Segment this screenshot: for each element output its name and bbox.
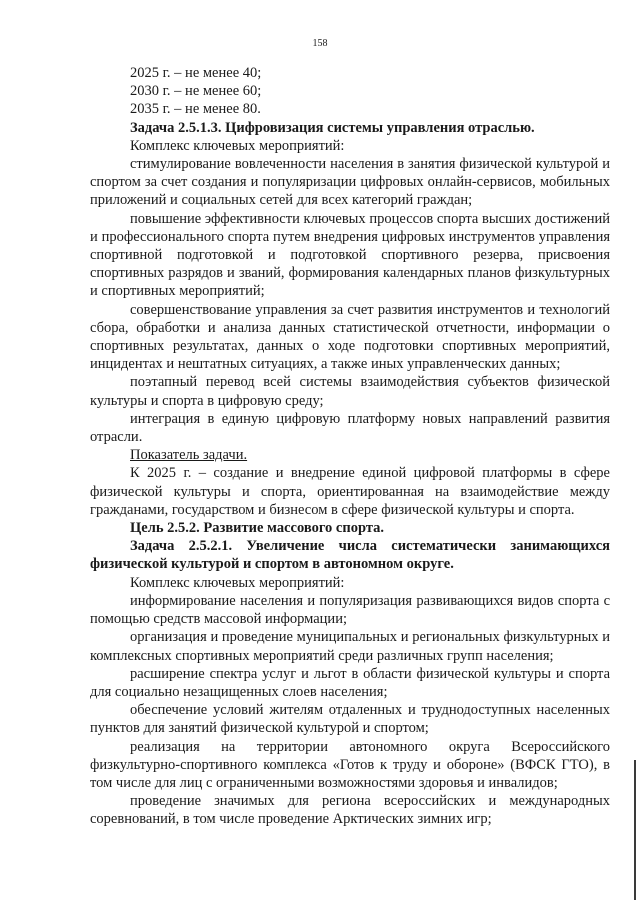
measure-item: интеграция в единую цифровую платформу новых направлений развития отрасли.: [90, 410, 610, 446]
target-2025: 2025 г. – не менее 40;: [130, 65, 262, 81]
complex-label: Комплекс ключевых мероприятий:: [130, 574, 345, 591]
indicator-label: Показатель задачи.: [130, 447, 248, 464]
target-2035: 2035 г. – не менее 80.: [130, 101, 261, 118]
measure-item: организация и проведение муниципальных и региональных физкультурных и комплексных спортивных мероприятий среди различных групп населения;: [90, 629, 610, 664]
complex-label: Комплекс ключевых мероприятий:: [130, 137, 345, 154]
measure-item: повышение эффективности ключевых процессов спорта высших достижений и профессионального спорта путем внедрения цифровых инструментов управления спортивной подготовкой и подготовкой спортивного резерва, присвоения спортивных разрядов и званий, формирования календарных планов физкультурных и спортивных мероприятий;: [90, 210, 610, 300]
measure-item: расширение спектра услуг и льгот в области физической культуры и спорта для социально незащищенных слоев населения;: [90, 665, 610, 700]
indicator-text: К 2025 г. – создание и внедрение единой цифровой платформы в сфере физической культуры и спорта, ориентированная на взаимодействие между гражданами, государством и бизнесом в сфере физической культуры и спорта.: [90, 465, 610, 518]
measure-item: обеспечение условий жителям отдаленных и труднодоступных населенных пунктов для занятий физической культурой и спортом;: [90, 702, 610, 737]
measure-item: проведение значимых для региона всероссийских и международных соревнований, в том числе проведение Арктических зимних игр;: [90, 793, 610, 828]
scan-edge-line: [634, 760, 636, 900]
measure-item: поэтапный перевод всей системы взаимодействия субъектов физической культуры и спорта в цифровую среду;: [90, 374, 610, 409]
page-content: [90, 64, 610, 829]
page-number: 158: [312, 38, 328, 49]
task-title: Задача 2.5.2.1. Увеличение числа систематически занимающихся физической культурой и спортом в автономном округе.: [90, 538, 610, 573]
measure-item: информирование населения и популяризация развивающихся видов спорта с помощью средств массовой информации;: [90, 592, 610, 628]
measure-item: стимулирование вовлеченности населения в занятия физической культурой и спортом за счет создания и популяризации цифровых онлайн-сервисов, мобильных приложений и социальных сетей для всех категорий граждан;: [90, 156, 610, 209]
target-2030: 2030 г. – не менее 60;: [130, 83, 262, 100]
task-title: Задача 2.5.1.3. Цифровизация системы управления отраслью.: [130, 119, 535, 136]
indicator-heading: [90, 446, 610, 464]
measure-item: реализация на территории автономного округа Всероссийского физкультурно-спортивного комплекса «Готов к труду и обороне» (ВФСК ГТО), в том числе для лиц с ограниченными возможностями здоровья и инвалидов;: [90, 738, 610, 791]
goal-title: Цель 2.5.2. Развитие массового спорта.: [130, 520, 385, 537]
measure-item: совершенствование управления за счет развития инструментов и технологий сбора, обработки и анализа данных статистической отчетности, информации о спортивных результатах, данных о ходе подготовки спортивных мероприятий, инцидентах и нештатных ситуациях, а также иных управленческих данных;: [90, 301, 610, 373]
